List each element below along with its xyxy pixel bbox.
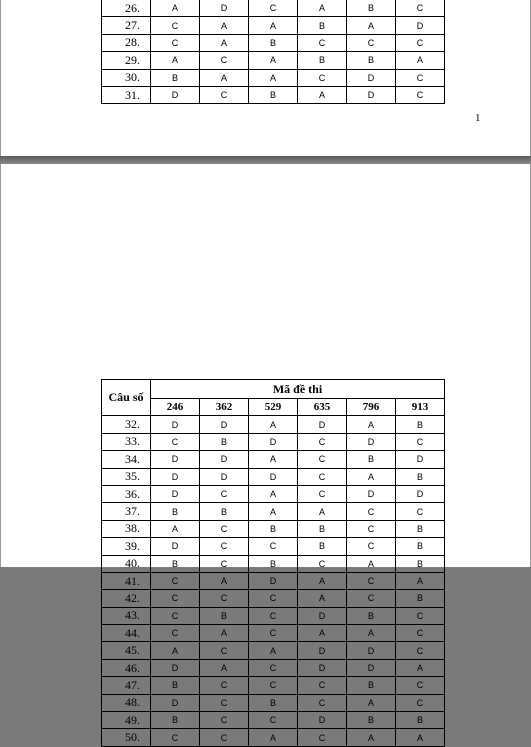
question-number: 37. <box>102 503 151 520</box>
answer-cell: A <box>200 69 249 86</box>
answer-cell: A <box>396 729 445 746</box>
answer-cell: A <box>298 625 347 642</box>
answer-cell: B <box>396 555 445 572</box>
answer-cell: C <box>298 677 347 694</box>
question-number: 32. <box>102 416 151 433</box>
question-number: 46. <box>102 659 151 676</box>
answer-cell: C <box>200 520 249 537</box>
answer-cell: D <box>151 468 200 485</box>
answer-cell: B <box>249 555 298 572</box>
answer-cell: D <box>298 607 347 624</box>
answer-cell: C <box>396 625 445 642</box>
answer-cell: B <box>298 538 347 555</box>
answer-cell: C <box>200 590 249 607</box>
answer-cell: A <box>249 729 298 746</box>
table-row <box>102 416 445 433</box>
answer-cell: D <box>249 572 298 589</box>
answer-cell: A <box>249 485 298 502</box>
answer-cell: B <box>151 677 200 694</box>
answer-cell: C <box>249 712 298 729</box>
table-row <box>102 433 445 450</box>
answer-cell: D <box>151 86 200 103</box>
answer-cell: A <box>347 468 396 485</box>
table-row <box>102 642 445 659</box>
header-question-number: Câu số <box>102 380 151 416</box>
question-number: 30. <box>102 69 151 86</box>
answer-cell: C <box>200 712 249 729</box>
exam-code-header: 529 <box>249 399 298 416</box>
answer-cell: D <box>396 451 445 468</box>
answer-cell: A <box>200 572 249 589</box>
question-number: 48. <box>102 694 151 711</box>
answer-cell: C <box>200 729 249 746</box>
table-row <box>102 694 445 711</box>
answer-cell: B <box>298 520 347 537</box>
answer-cell: C <box>347 520 396 537</box>
table-row <box>102 607 445 624</box>
table-row <box>102 590 445 607</box>
page-separator <box>0 156 531 164</box>
table-row <box>102 729 445 746</box>
answer-cell: D <box>151 451 200 468</box>
answer-cell: C <box>298 485 347 502</box>
answer-cell: C <box>200 555 249 572</box>
question-number: 26. <box>102 0 151 17</box>
question-number: 36. <box>102 485 151 502</box>
answer-cell: C <box>151 625 200 642</box>
question-number: 38. <box>102 520 151 537</box>
answer-cell: B <box>249 86 298 103</box>
document-page-2 <box>0 164 531 745</box>
table-row <box>102 34 445 51</box>
answer-cell: C <box>347 572 396 589</box>
answer-cell: A <box>249 451 298 468</box>
header-exam-code: Mã đề thi <box>151 380 445 399</box>
question-number: 50. <box>102 729 151 746</box>
table-row <box>102 485 445 502</box>
answer-cell: C <box>347 503 396 520</box>
answer-cell: A <box>396 52 445 69</box>
answer-cell: B <box>396 590 445 607</box>
document-page-1 <box>0 0 531 156</box>
answer-cell: B <box>396 520 445 537</box>
answer-cell: A <box>249 642 298 659</box>
exam-code-header: 635 <box>298 399 347 416</box>
answer-cell: D <box>396 485 445 502</box>
answer-cell: B <box>151 69 200 86</box>
answer-cell: D <box>347 485 396 502</box>
answer-cell: A <box>249 416 298 433</box>
answer-cell: B <box>151 503 200 520</box>
answer-cell: A <box>151 642 200 659</box>
answer-cell: C <box>396 433 445 450</box>
answer-cell: B <box>347 451 396 468</box>
answer-cell: D <box>347 433 396 450</box>
answer-cell: C <box>347 590 396 607</box>
question-number: 33. <box>102 433 151 450</box>
answer-cell: A <box>347 625 396 642</box>
question-number: 43. <box>102 607 151 624</box>
answer-cell: C <box>298 433 347 450</box>
answer-cell: A <box>249 17 298 34</box>
answer-cell: A <box>298 590 347 607</box>
exam-code-header: 362 <box>200 399 249 416</box>
answer-cell: C <box>298 69 347 86</box>
answer-cell: C <box>347 538 396 555</box>
answer-cell: D <box>151 538 200 555</box>
answer-table-page-2 <box>101 379 445 747</box>
answer-table-page-1 <box>101 0 445 104</box>
answer-cell: A <box>298 0 347 17</box>
answer-cell: A <box>347 555 396 572</box>
question-number: 40. <box>102 555 151 572</box>
answer-cell: C <box>298 468 347 485</box>
table-row <box>102 69 445 86</box>
answer-cell: D <box>151 659 200 676</box>
answer-cell: A <box>249 69 298 86</box>
question-number: 44. <box>102 625 151 642</box>
question-number: 34. <box>102 451 151 468</box>
answer-cell: C <box>200 677 249 694</box>
table-row <box>102 659 445 676</box>
answer-cell: C <box>396 86 445 103</box>
answer-cell: C <box>249 659 298 676</box>
answer-cell: B <box>396 538 445 555</box>
answer-cell: D <box>200 451 249 468</box>
table-row <box>102 677 445 694</box>
answer-cell: B <box>347 0 396 17</box>
answer-cell: D <box>298 642 347 659</box>
table-row <box>102 86 445 103</box>
answer-cell: C <box>249 0 298 17</box>
answer-cell: C <box>298 34 347 51</box>
answer-cell: D <box>151 485 200 502</box>
answer-cell: D <box>151 416 200 433</box>
answer-cell: A <box>151 52 200 69</box>
answer-cell: D <box>298 712 347 729</box>
answer-cell: D <box>249 468 298 485</box>
answer-cell: A <box>249 503 298 520</box>
answer-cell: D <box>396 17 445 34</box>
answer-cell: C <box>200 52 249 69</box>
question-number: 27. <box>102 17 151 34</box>
answer-cell: C <box>396 503 445 520</box>
page-number: 1 <box>475 112 481 124</box>
answer-cell: B <box>200 503 249 520</box>
answer-cell: B <box>298 52 347 69</box>
question-number: 29. <box>102 52 151 69</box>
answer-cell: B <box>347 712 396 729</box>
answer-cell: B <box>151 712 200 729</box>
question-number: 39. <box>102 538 151 555</box>
answer-cell: A <box>200 34 249 51</box>
answer-cell: B <box>396 468 445 485</box>
answer-cell: C <box>249 607 298 624</box>
answer-cell: D <box>200 416 249 433</box>
answer-cell: D <box>347 86 396 103</box>
answer-cell: A <box>347 729 396 746</box>
answer-cell: C <box>298 555 347 572</box>
table-row <box>102 712 445 729</box>
answer-cell: C <box>298 729 347 746</box>
answer-cell: A <box>249 52 298 69</box>
exam-code-header: 913 <box>396 399 445 416</box>
answer-cell: D <box>347 69 396 86</box>
table-row <box>102 572 445 589</box>
answer-cell: C <box>396 34 445 51</box>
answer-cell: B <box>151 555 200 572</box>
answer-cell: B <box>347 52 396 69</box>
exam-code-header: 796 <box>347 399 396 416</box>
answer-cell: C <box>249 538 298 555</box>
question-number: 45. <box>102 642 151 659</box>
answer-cell: C <box>200 538 249 555</box>
table-row <box>102 451 445 468</box>
answer-cell: C <box>249 677 298 694</box>
answer-cell: B <box>200 433 249 450</box>
table-row <box>102 52 445 69</box>
question-number: 35. <box>102 468 151 485</box>
answer-cell: B <box>396 712 445 729</box>
answer-cell: C <box>151 590 200 607</box>
answer-cell: A <box>347 17 396 34</box>
answer-cell: C <box>396 677 445 694</box>
table-row <box>102 0 445 17</box>
answer-cell: A <box>347 416 396 433</box>
answer-cell: D <box>200 0 249 17</box>
answer-cell: B <box>200 607 249 624</box>
answer-cell: A <box>347 694 396 711</box>
answer-cell: C <box>200 86 249 103</box>
answer-cell: B <box>347 677 396 694</box>
answer-cell: C <box>200 694 249 711</box>
answer-cell: C <box>396 69 445 86</box>
answer-cell: A <box>298 86 347 103</box>
answer-cell: C <box>200 485 249 502</box>
answer-cell: A <box>151 520 200 537</box>
table-row <box>102 625 445 642</box>
question-number: 41. <box>102 572 151 589</box>
table-row <box>102 468 445 485</box>
answer-cell: A <box>151 0 200 17</box>
answer-cell: C <box>298 451 347 468</box>
question-number: 47. <box>102 677 151 694</box>
answer-cell: C <box>151 433 200 450</box>
answer-cell: C <box>396 607 445 624</box>
answer-cell: D <box>347 659 396 676</box>
answer-cell: D <box>151 694 200 711</box>
table-row <box>102 538 445 555</box>
exam-code-header: 246 <box>151 399 200 416</box>
table-row <box>102 17 445 34</box>
answer-cell: C <box>396 0 445 17</box>
answer-cell: D <box>200 468 249 485</box>
answer-cell: B <box>396 416 445 433</box>
answer-cell: D <box>249 433 298 450</box>
answer-cell: A <box>200 659 249 676</box>
answer-cell: A <box>200 625 249 642</box>
answer-cell: C <box>200 642 249 659</box>
answer-cell: C <box>151 17 200 34</box>
answer-cell: C <box>347 34 396 51</box>
answer-cell: C <box>151 572 200 589</box>
answer-cell: D <box>298 659 347 676</box>
answer-cell: C <box>249 625 298 642</box>
answer-cell: B <box>347 607 396 624</box>
table-row <box>102 555 445 572</box>
answer-cell: A <box>298 503 347 520</box>
answer-cell: C <box>151 607 200 624</box>
answer-cell: C <box>151 34 200 51</box>
answer-cell: A <box>396 659 445 676</box>
answer-cell: B <box>249 34 298 51</box>
answer-cell: B <box>249 520 298 537</box>
question-number: 49. <box>102 712 151 729</box>
question-number: 42. <box>102 590 151 607</box>
answer-cell: D <box>298 416 347 433</box>
answer-cell: B <box>249 694 298 711</box>
answer-cell: C <box>298 694 347 711</box>
answer-cell: C <box>396 694 445 711</box>
answer-cell: C <box>151 729 200 746</box>
answer-cell: A <box>200 17 249 34</box>
question-number: 31. <box>102 86 151 103</box>
answer-cell: A <box>298 572 347 589</box>
question-number: 28. <box>102 34 151 51</box>
answer-cell: A <box>396 572 445 589</box>
answer-cell: C <box>249 590 298 607</box>
table-row <box>102 503 445 520</box>
table-row <box>102 520 445 537</box>
answer-cell: B <box>298 17 347 34</box>
answer-cell: C <box>396 642 445 659</box>
answer-cell: D <box>347 642 396 659</box>
